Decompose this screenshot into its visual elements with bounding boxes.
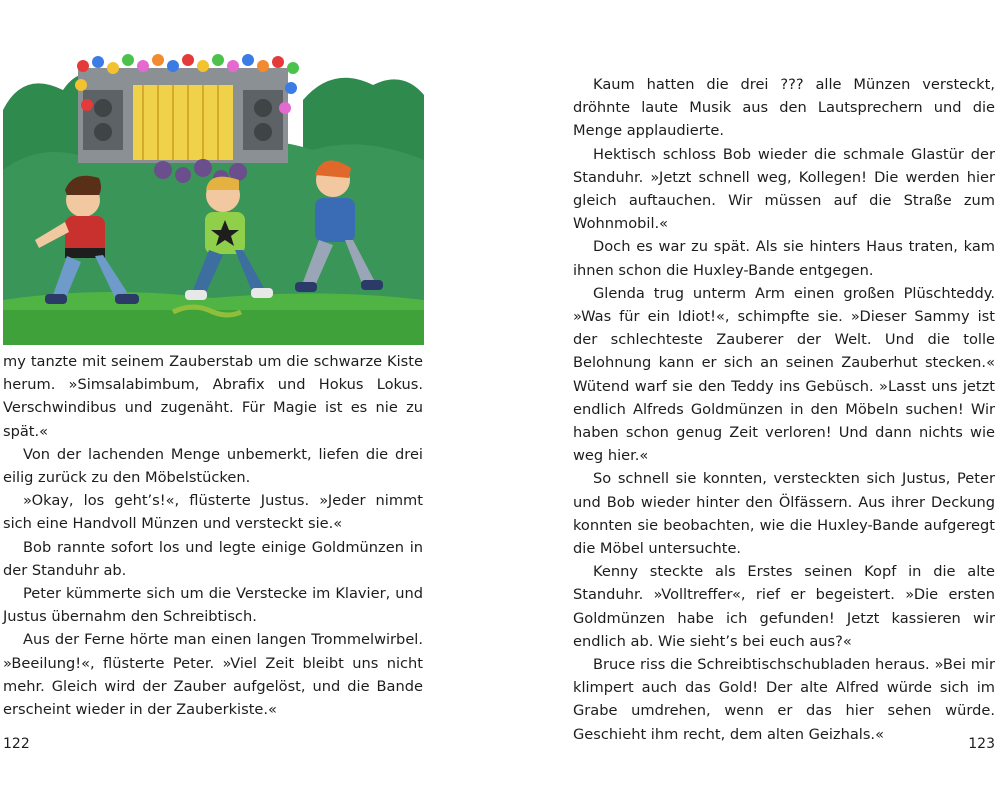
paragraph: Glenda trug unterm Arm einen großen Plüschteddy. »Was für ein Idiot!«, schimpfte sie. »Dieser Sammy ist der schlechteste Zauberer der Welt. Und die tolle Belohnung kann er sich an seinen Zauberhut stecken.« Wütend warf sie den Teddy ins Gebüsch. »Lasst uns jetzt endlich Alfreds Goldmünzen in den Möbeln suchen! Wir haben schon genug Zeit verloren! Und dann nichts wie weg hier.« xyxy=(573,284,995,465)
paragraph: Bruce riss die Schreibtischschubladen heraus. »Bei mir klimpert auch das Gold! Der alte Alfred würde sich im Grabe umdrehen, wenn er das hier sehen würde. Geschieht ihm recht, dem alten Geizhals.« xyxy=(573,656,995,743)
paragraph: So schnell sie konnten, versteckten sich Justus, Peter und Bob wieder hinter den Ölfässern. Aus ihrer Deckung konnten sie beobachten, wie die Huxley-Bande aufgeregt die Möbel untersuchte. xyxy=(573,470,995,558)
paragraph: my tanzte mit seinem Zauberstab um die schwarze Kiste herum. »Simsalabimbum, Abrafix und Hokus Lokus. Verschwindibus und zugenäht. Für Magie ist es nie zu spät.« xyxy=(3,353,423,440)
right-page xyxy=(500,0,1000,800)
paragraph: Kaum hatten die drei ??? alle Münzen versteckt, dröhnte laute Musik aus den Lautsprechern und die Menge applaudierte. xyxy=(573,76,995,140)
paragraph: Von der lachenden Menge unbemerkt, liefen die drei eilig zurück zu den Möbelstücken. xyxy=(3,445,423,487)
paragraph: Doch es war zu spät. Als sie hinters Haus traten, kam ihnen schon die Huxley-Bande entgegen. xyxy=(573,238,995,279)
page-number: 123 xyxy=(968,736,995,752)
boys-running-illustration xyxy=(3,50,424,345)
paragraph: »Okay, los geht’s!«, flüsterte Justus. »Jeder nimmt sich eine Handvoll Münzen und versteckt sie.« xyxy=(3,492,423,533)
paragraph: Kenny steckte als Erstes seinen Kopf in die alte Standuhr. »Volltreffer«, rief er begeistert. »Die ersten Goldmünzen habe ich gefunden! Jetzt kassieren wir endlich ab. Wie sieht’s bei euch aus?« xyxy=(573,563,995,650)
right-page-text xyxy=(573,73,995,746)
paragraph: Hektisch schloss Bob wieder die schmale Glastür der Standuhr. »Jetzt schnell weg, Kollegen! Die werden hier gleich auftauchen. Wir müssen auf die Straße zum Wohnmobil.« xyxy=(573,145,995,233)
paragraph: Aus der Ferne hörte man einen langen Trommelwirbel. »Beeilung!«, flüsterte Peter. »Viel Zeit bleibt uns nicht mehr. Gleich wird der Zauber aufgelöst, und die Bande erscheint wieder in der Zauberkiste.« xyxy=(3,631,423,719)
paragraph: Peter kümmerte sich um die Verstecke im Klavier, und Justus übernahm den Schreibtisch. xyxy=(3,585,423,626)
paragraph: Bob rannte sofort los und legte einige Goldmünzen in der Standuhr ab. xyxy=(3,538,423,579)
left-page-text xyxy=(3,350,423,721)
page-number: 122 xyxy=(3,736,30,752)
